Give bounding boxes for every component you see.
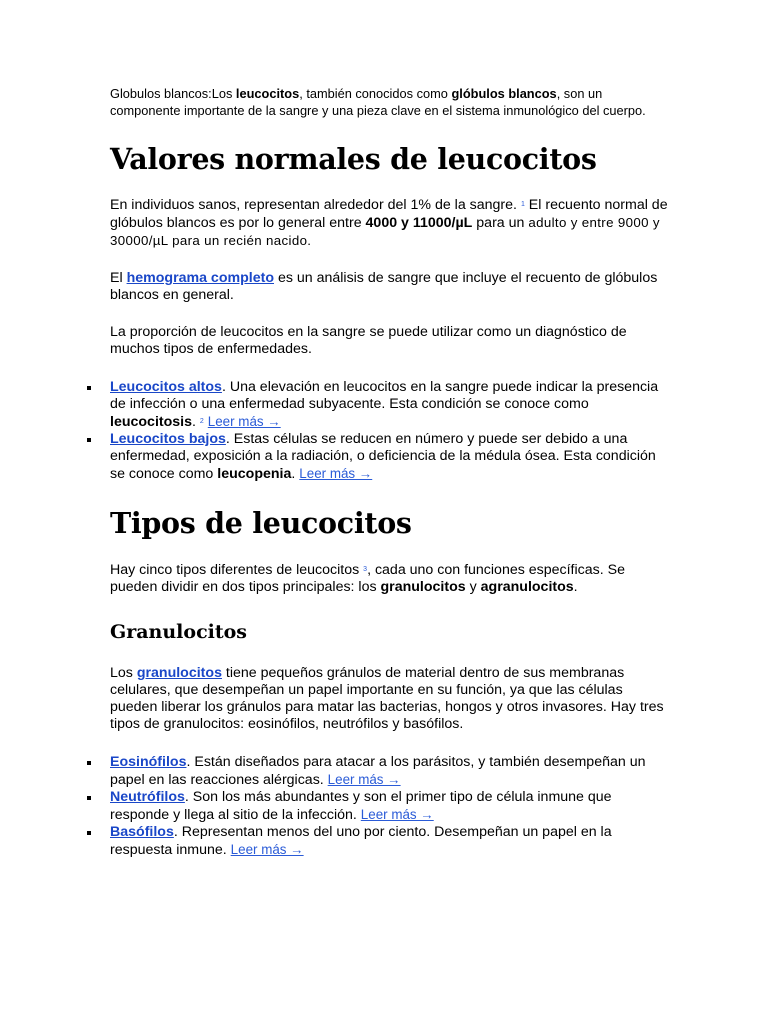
reference-link-3[interactable]: 3 (363, 566, 368, 573)
leer-mas-link[interactable]: Leer más → (230, 842, 304, 857)
leucocitos-bajos-link[interactable]: Leucocitos bajos (110, 431, 226, 447)
intro-rest: , son un componente importante de la sangre y una pieza clave en el sistema inmunológico del cuerpo. (110, 86, 646, 118)
paragraph-hemograma (110, 270, 670, 304)
granulocitos-link[interactable]: granulocitos (136, 665, 222, 681)
intro-mid: , también conocidos como (299, 86, 452, 101)
leer-mas-link[interactable]: Leer más → (207, 414, 281, 429)
valores-bold-range: 4000 y 11000/µL (365, 215, 473, 231)
bullet-icon (87, 386, 91, 390)
eosinofilos-text: . Están diseñados para atacar a los parásitos, y también desempeñan un papel en las reacciones alérgicas. (110, 754, 646, 788)
bajos-text-a: . Estas células se reducen en número y puede ser debido a una enfermedad, exposición a la radiación, o deficiencia de la médula ósea. Esta condición se conoce como (110, 431, 656, 482)
leer-mas-link[interactable]: Leer más → (360, 807, 434, 822)
bullet-icon (87, 796, 91, 800)
bullet-icon (87, 438, 91, 442)
valores-text-b: El recuento normal de glóbulos blancos es por lo general entre (110, 197, 668, 231)
paragraph-proporcion: La proporción de leucocitos en la sangre se puede utilizar como un diagnóstico de muchos tipos de enfermedades. (110, 324, 627, 357)
altos-text-a: . Una elevación en leucocitos en la sangre puede indicar la presencia de infección o una enfermedad subyacente. Esta condición se conoce como (110, 379, 659, 412)
paragraph-granulocitos (110, 665, 670, 733)
intro-bold-globulos: glóbulos blancos (451, 86, 557, 101)
granulocitos-text-b: tiene pequeños gránulos de material dentro de sus membranas celulares, que desempeñan un papel importante en su función, ya que las células pueden liberar los gránulos para matar las bacterias, hongos y otros invasores. Hay tres tipos de granulocitos: eosinófilos, neutrófilos y basófilos. (110, 665, 664, 732)
hemograma-text-b: es un análisis de sangre que incluye el recuento de glóbulos blancos en general. (110, 270, 658, 303)
granulocitos-types-list (110, 754, 670, 859)
bullet-icon (87, 831, 91, 835)
tipos-bold-granulocitos: granulocitos (380, 579, 466, 595)
intro-paragraph (110, 85, 670, 119)
reference-link-2[interactable]: 2 (199, 418, 204, 425)
heading-granulocitos: Granulocitos (110, 621, 247, 643)
list-item-eosinofilos (110, 754, 670, 789)
bullet-icon (87, 761, 91, 765)
altos-text-b: . (192, 414, 196, 430)
valores-text-d: adulto y entre 9000 y 30000/µL para un recién nacido. (110, 215, 660, 248)
intro-bold-leucocitos: leucocitos (235, 86, 300, 101)
neutrofilos-link[interactable]: Neutrófilos (110, 789, 185, 805)
list-item-leucocitos-bajos (110, 431, 670, 483)
tipos-text-b: , cada uno con funciones específicas. Se pueden dividir en dos tipos principales: los (110, 562, 625, 595)
tipos-bold-agranulocitos: agranulocitos (480, 579, 574, 595)
paragraph-tipos (110, 561, 670, 596)
valores-text-c: para un (472, 215, 529, 231)
basofilos-link[interactable]: Basófilos (110, 824, 174, 840)
paragraph-valores (110, 196, 670, 250)
bajos-text-b: . (291, 466, 296, 482)
heading-valores-normales: Valores normales de leucocitos (110, 142, 597, 176)
intro-lead: Globulos blancos:Los (110, 86, 236, 101)
hemograma-text-a: El (110, 270, 127, 286)
leucocitos-conditions-list (110, 379, 670, 483)
granulocitos-text-a: Los (110, 665, 137, 681)
leer-mas-link[interactable]: Leer más → (299, 466, 373, 481)
tipos-text-d: . (573, 579, 578, 595)
altos-bold-leucocitosis: leucocitosis (110, 414, 193, 430)
valores-text-a: En individuos sanos, representan alrededor del 1% de la sangre. (110, 197, 517, 213)
tipos-text-a: Hay cinco tipos diferentes de leucocitos (110, 562, 360, 578)
bajos-bold-leucopenia: leucopenia (217, 466, 292, 482)
list-item-basofilos (110, 824, 670, 859)
heading-tipos-de-leucocitos: Tipos de leucocitos (110, 506, 412, 540)
leucocitos-altos-link[interactable]: Leucocitos altos (110, 379, 222, 395)
basofilos-text: . Representan menos del uno por ciento. Desempeñan un papel en la respuesta inmune. (110, 824, 612, 858)
eosinofilos-link[interactable]: Eosinófilos (110, 754, 187, 770)
list-item-leucocitos-altos (110, 379, 670, 431)
document-content (110, 85, 670, 859)
hemograma-completo-link[interactable]: hemograma completo (126, 270, 274, 286)
tipos-text-c: y (465, 579, 481, 595)
leer-mas-link[interactable]: Leer más → (327, 772, 401, 787)
list-item-neutrofilos (110, 789, 670, 824)
neutrofilos-text: . Son los más abundantes y son el primer tipo de célula inmune que responde y llega al sitio de la infección. (110, 789, 612, 823)
reference-link-1[interactable]: 1 (520, 201, 525, 208)
